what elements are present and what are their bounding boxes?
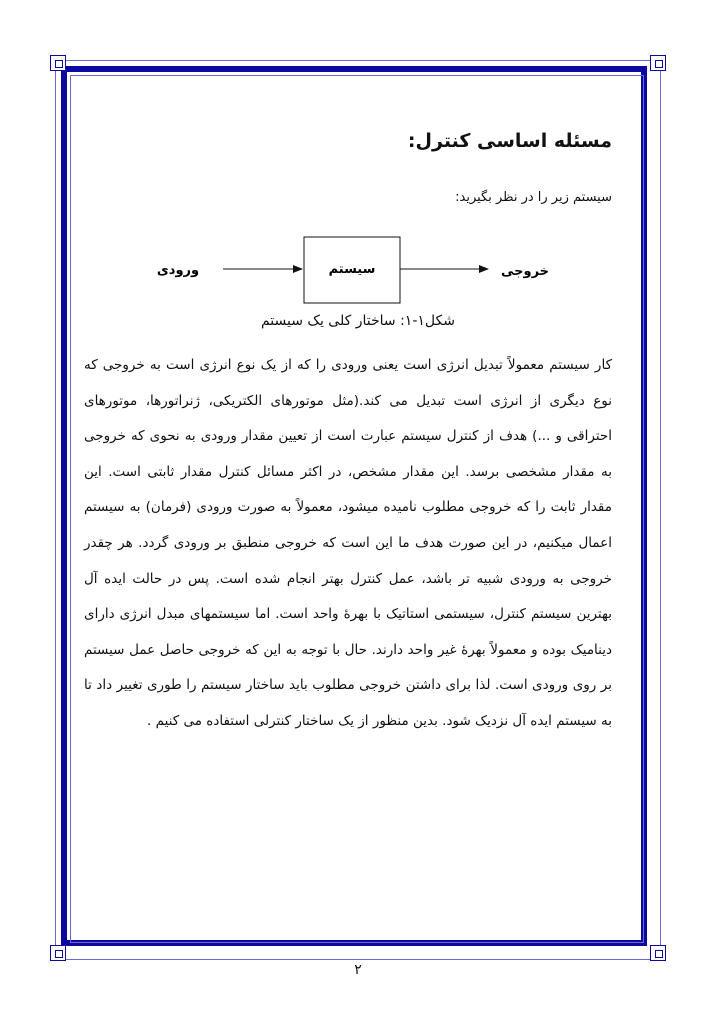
figure-caption: شکل۱-۱: ساختار کلی یک سیستم: [260, 313, 455, 329]
system-block-diagram: [156, 235, 550, 310]
border-corner-ornament: [50, 55, 66, 71]
diagram-output-label: خروجی: [500, 264, 550, 279]
border-corner-ornament: [50, 945, 66, 961]
diagram-input-label: ورودی: [156, 263, 200, 278]
body-paragraph: [84, 348, 612, 740]
border-corner-ornament: [650, 55, 666, 71]
page-number: ۲: [354, 962, 362, 978]
section-title: مسئله اساسی کنترل:: [407, 130, 612, 152]
intro-text: سیستم زیر را در نظر بگیرید:: [455, 190, 612, 205]
border-corner-ornament: [650, 945, 666, 961]
paragraph-text: کار سیستم معمولاً تبدیل انرژی است یعنی ورودی را که از یک نوع انرژی است به خروجی که نوع دیگری از انرژی است تبدیل می کند.(مثل موتورهای الکتریکی، ژنراتورها، موتورهای احتراقی و ...) هدف از کنترل سیستم عبارت است از تعیین مقدار ورودی به نحوی که خروجی به مقدار مشخصی برسد. این مقدار مشخص، در اکثر مسائل کنترل مقدار ثابتی است. این مقدار ثابت را که خروجی مطلوب نامیده میشود، معمولاً به صورت ورودی (فرمان) به سیستم اعمال میکنیم، در این صورت هدف ما این است که خروجی منطبق بر ورودی گردد. هر چقدر خروجی به ورودی شبیه تر باشد، عمل کنترل بهتر انجام شده است. پس در حالت ایده آل بهترین سیستم کنترل، سیستمی استاتیک با بهرهٔ واحد است. اما سیستمهای مبدل انرژی دارای دینامیک بوده و معمولاً بهرهٔ غیر واحد دارند. حال با توجه به این که خروجی حاصل عمل سیستم بر روی ورودی است. لذا برای داشتن خروجی مطلوب باید ساختار سیستم را طوری تغییر داد تا به سیستم ایده آل نزدیک شود. بدین منظور از یک ساختار کنترلی استفاده می کنیم .: [84, 357, 612, 729]
diagram-system-label: سیستم: [328, 262, 376, 277]
